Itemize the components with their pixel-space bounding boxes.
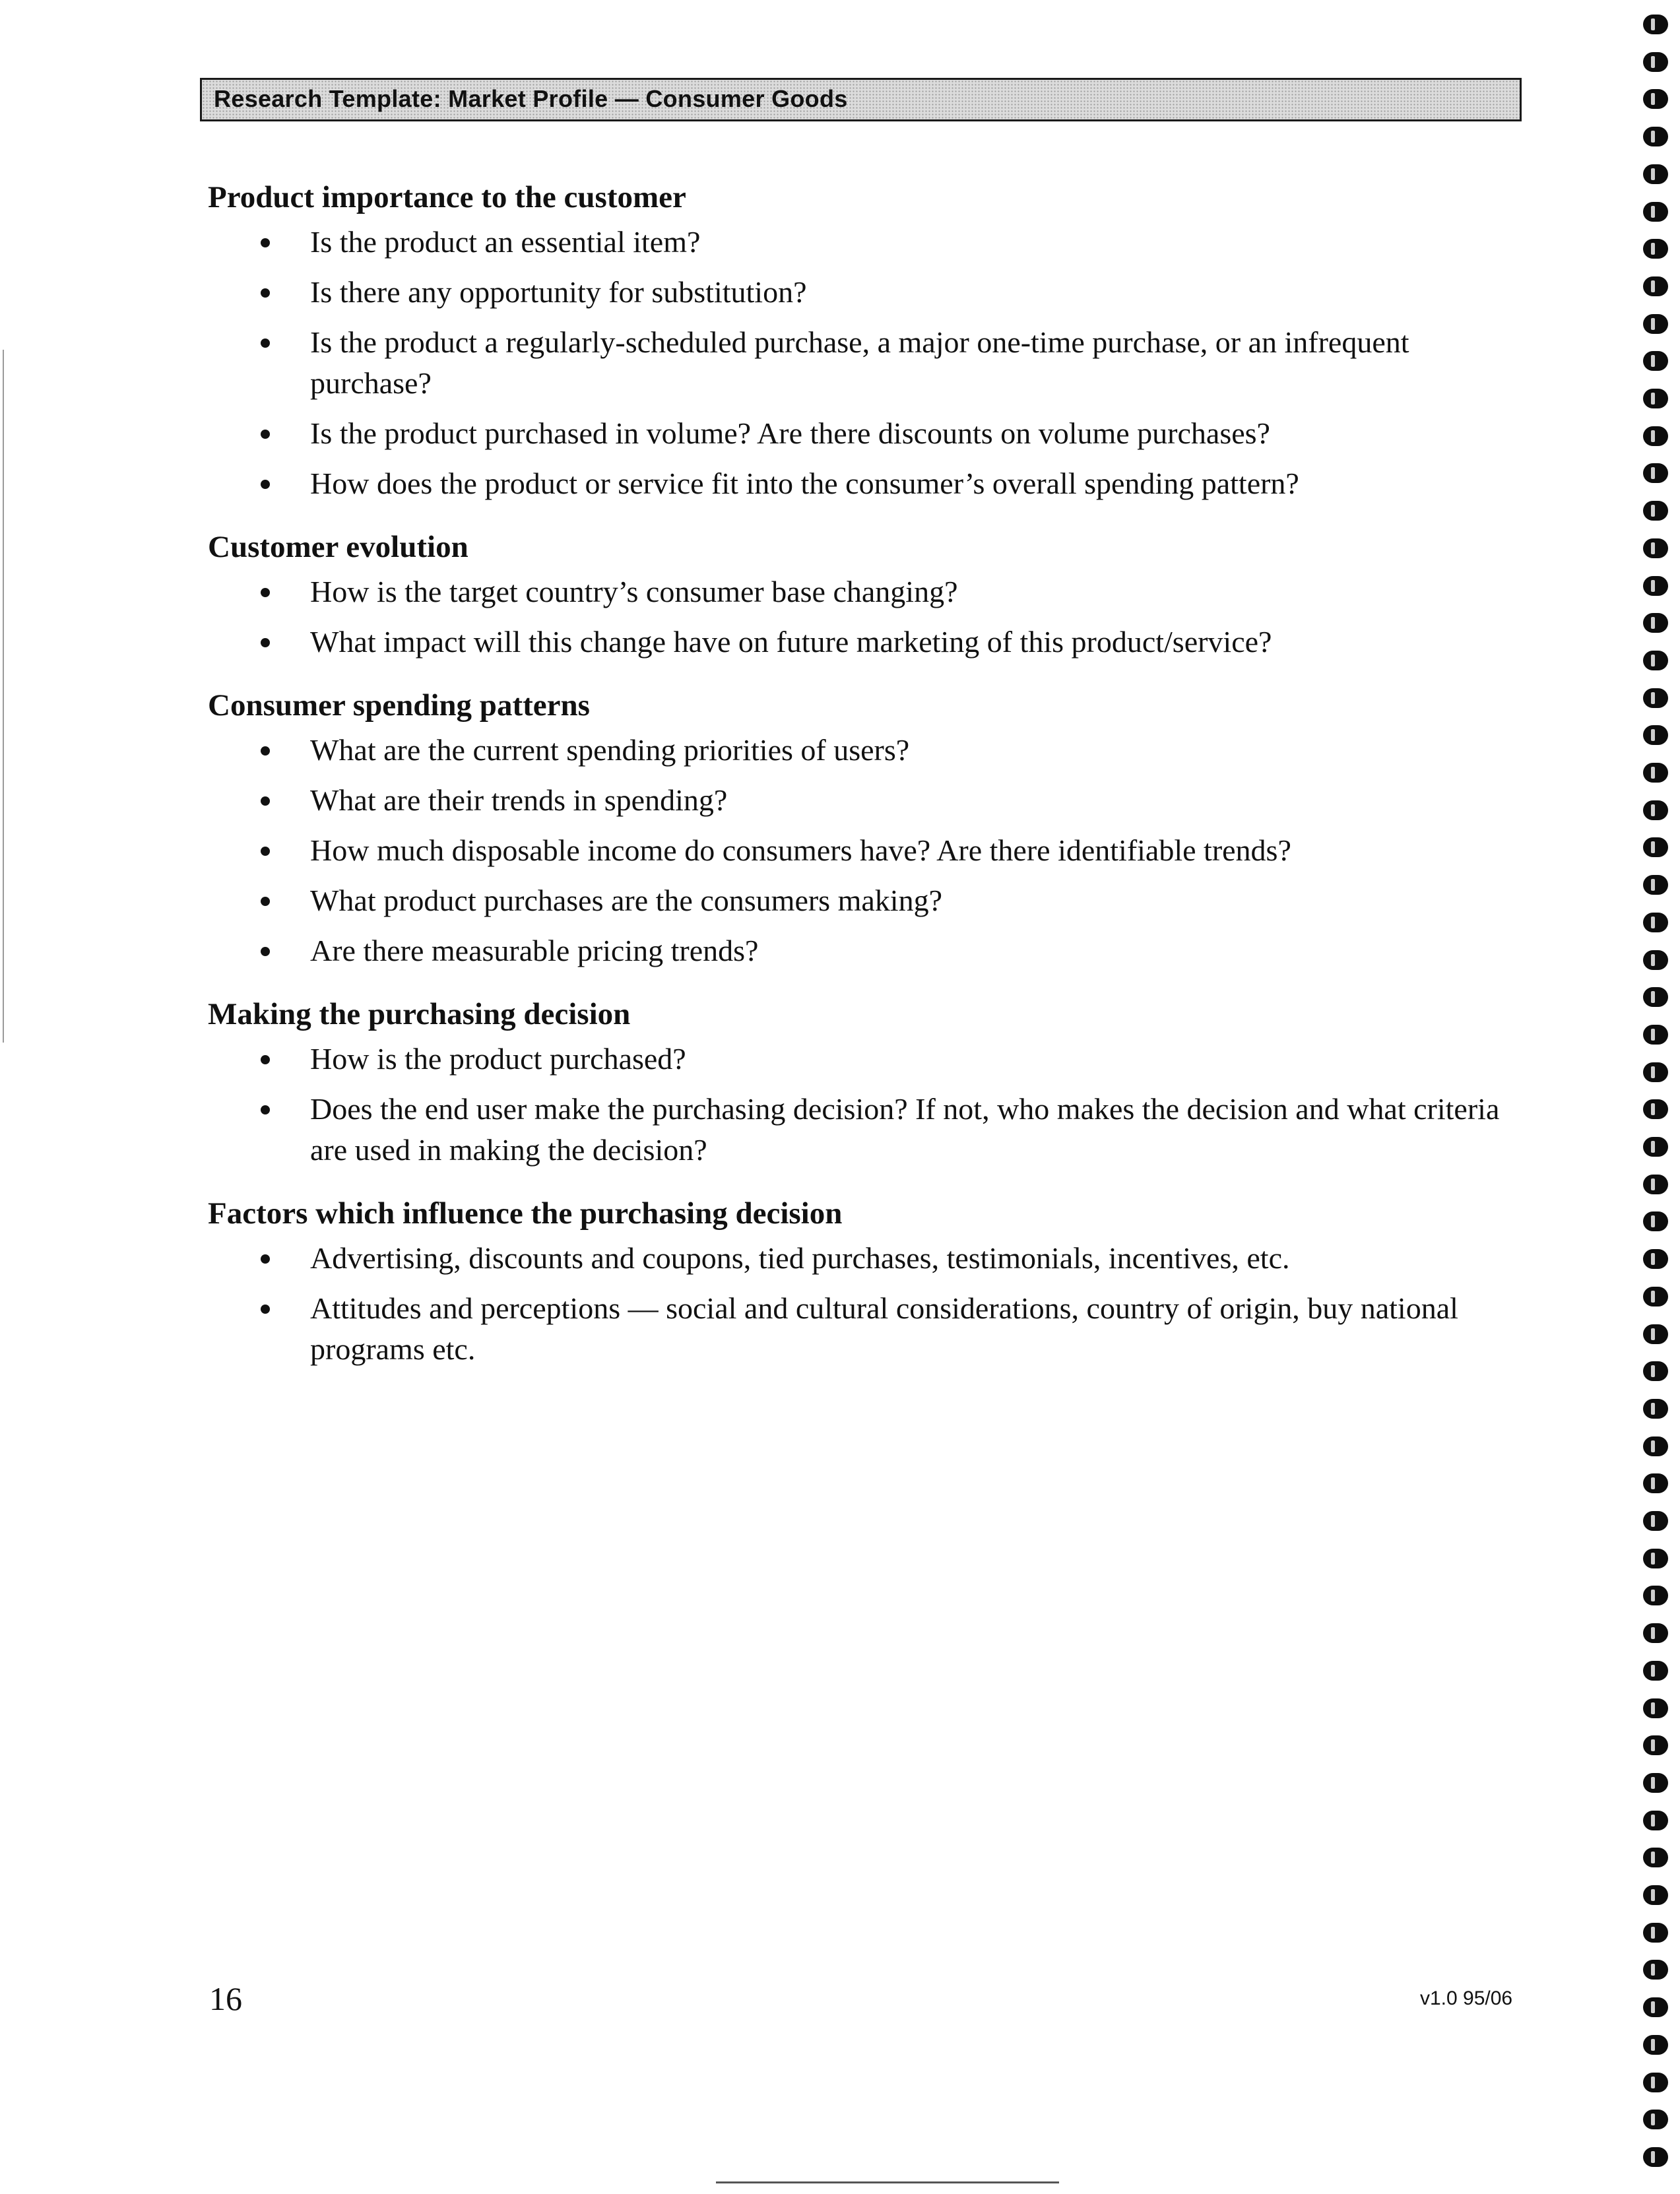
list-item-text: How is the target country’s consumer base changing? [310,575,958,608]
list-item [208,780,1518,821]
binding-hole-icon [1643,164,1668,184]
binding-hole-icon [1643,1549,1668,1568]
binding-hole-icon [1643,837,1668,857]
binding-hole-icon [1643,875,1668,895]
bullet-icon [261,746,270,756]
bullet-icon [261,947,270,956]
binding-hole-icon [1643,1249,1668,1269]
bullet-list [208,730,1501,971]
section-spending-patterns [208,685,1501,971]
binding-hole-icon [1643,800,1668,820]
list-item [208,322,1518,404]
section-heading: Customer evolution [208,530,468,564]
list-item-text: How much disposable income do consumers have? Are there identifiable trends? [310,833,1291,867]
binding-hole-icon [1643,1361,1668,1381]
binding-hole-icon [1643,725,1668,745]
list-item [208,222,1518,263]
bullet-icon [261,1055,270,1064]
binding-hole-icon [1643,1324,1668,1344]
binding-hole-icon [1643,2147,1668,2167]
list-item [208,622,1518,662]
binding-hole-icon [1643,1997,1668,2017]
list-item-text: Advertising, discounts and coupons, tied purchases, testimonials, incentives, etc. [310,1241,1290,1275]
bullet-list [208,1039,1501,1171]
bullet-list [208,1238,1501,1370]
bullet-icon [261,796,270,806]
bullet-icon [261,638,270,647]
binding-hole-icon [1643,1473,1668,1493]
list-item [208,1238,1518,1279]
binding-hole-icon [1643,1773,1668,1793]
bullet-icon [261,588,270,597]
bullet-icon [261,430,270,439]
binding-hole-icon [1643,1099,1668,1119]
binding-hole-icon [1643,1175,1668,1194]
list-item [208,1039,1518,1080]
binding-hole-icon [1643,276,1668,296]
binding-hole-icon [1643,2110,1668,2129]
section-heading: Product importance to the customer [208,180,686,214]
binding-hole-icon [1643,763,1668,783]
binding-hole-icon [1643,950,1668,970]
binding-hole-icon [1643,1698,1668,1718]
binding-hole-icon [1643,1848,1668,1867]
binding-hole-icon [1643,2073,1668,2092]
version-label: v1.0 95/06 [1420,1987,1513,2009]
header-banner [200,78,1522,121]
list-item [208,463,1518,504]
binding-hole-icon [1643,1960,1668,1980]
binding-hole-icon [1643,1811,1668,1830]
binding-hole-icon [1643,127,1668,146]
list-item [208,1089,1518,1171]
list-item-text: Is the product a regularly-scheduled purchase, a major one-time purchase, or an infrequent purchase? [310,325,1409,400]
binding-hole-icon [1643,1399,1668,1419]
binding-hole-icon [1643,2035,1668,2055]
binding-hole-icon [1643,1586,1668,1605]
binding-hole-icon [1643,688,1668,708]
list-item [208,830,1518,871]
binding-hole-icon [1643,987,1668,1007]
list-item [208,413,1518,454]
list-item-text: Is the product an essential item? [310,225,701,259]
list-item [208,571,1518,612]
binding-hole-icon [1643,314,1668,334]
binding-hole-icon [1643,538,1668,558]
list-item-text: How is the product purchased? [310,1042,686,1076]
binding-hole-icon [1643,202,1668,222]
list-item [208,930,1518,971]
list-item [208,272,1518,313]
bullet-icon [261,1305,270,1314]
section-purchasing-decision [208,994,1501,1171]
section-heading: Consumer spending patterns [208,688,590,723]
binding-hole-icon [1643,1661,1668,1681]
binding-hole-icon [1643,1511,1668,1531]
binding-hole-icon [1643,239,1668,259]
scan-bottom-mark [716,2181,1059,2183]
section-heading: Making the purchasing decision [208,997,631,1031]
binding-hole-icon [1643,1885,1668,1905]
binding-hole-icon [1643,463,1668,483]
binding-hole-icon [1643,1623,1668,1643]
list-item-text: Does the end user make the purchasing decision? If not, who makes the decision and what criteria are used in making the decision? [310,1092,1500,1167]
binding-hole-icon [1643,15,1668,34]
section-product-importance [208,177,1501,504]
bullet-list [208,571,1501,662]
binding-hole-icon [1643,913,1668,932]
binding-hole-icon [1643,52,1668,72]
binding-hole-icon [1643,1211,1668,1231]
list-item [208,730,1518,771]
bullet-icon [261,339,270,348]
binding-hole-icon [1643,501,1668,521]
bullet-list [208,222,1501,504]
bullet-icon [261,847,270,856]
binding-hole-icon [1643,1287,1668,1307]
scan-edge-mark [3,350,4,1043]
section-customer-evolution [208,527,1501,662]
bullet-icon [261,288,270,298]
binding-hole-icon [1643,1436,1668,1456]
spiral-binding-holes [1643,15,1669,2192]
page-number: 16 [209,1980,242,2017]
list-item-text: Attitudes and perceptions — social and cultural considerations, country of origin, buy national programs etc. [310,1291,1458,1366]
binding-hole-icon [1643,1137,1668,1157]
list-item-text: Is the product purchased in volume? Are there discounts on volume purchases? [310,416,1270,450]
main-content [208,177,1501,1392]
bullet-icon [261,480,270,489]
binding-hole-icon [1643,426,1668,446]
bullet-icon [261,238,270,247]
bullet-icon [261,1105,270,1114]
binding-hole-icon [1643,1735,1668,1755]
binding-hole-icon [1643,576,1668,596]
binding-hole-icon [1643,1062,1668,1082]
binding-hole-icon [1643,1923,1668,1943]
bullet-icon [261,1254,270,1264]
list-item-text: How does the product or service fit into the consumer’s overall spending pattern? [310,467,1299,500]
list-item [208,1288,1518,1370]
list-item-text: What product purchases are the consumers making? [310,884,942,917]
list-item-text: What are the current spending priorities of users? [310,733,910,767]
section-heading: Factors which influence the purchasing decision [208,1196,843,1231]
binding-hole-icon [1643,351,1668,371]
list-item-text: What impact will this change have on future marketing of this product/service? [310,625,1272,659]
list-item-text: Are there measurable pricing trends? [310,934,759,967]
section-influence-factors [208,1193,1501,1370]
binding-hole-icon [1643,651,1668,670]
binding-hole-icon [1643,89,1668,109]
list-item [208,880,1518,921]
binding-hole-icon [1643,389,1668,408]
list-item-text: Is there any opportunity for substitution? [310,275,807,309]
header-title: Research Template: Market Profile — Consumer Goods [214,85,848,112]
binding-hole-icon [1643,613,1668,633]
bullet-icon [261,897,270,906]
list-item-text: What are their trends in spending? [310,783,728,817]
binding-hole-icon [1643,1025,1668,1045]
